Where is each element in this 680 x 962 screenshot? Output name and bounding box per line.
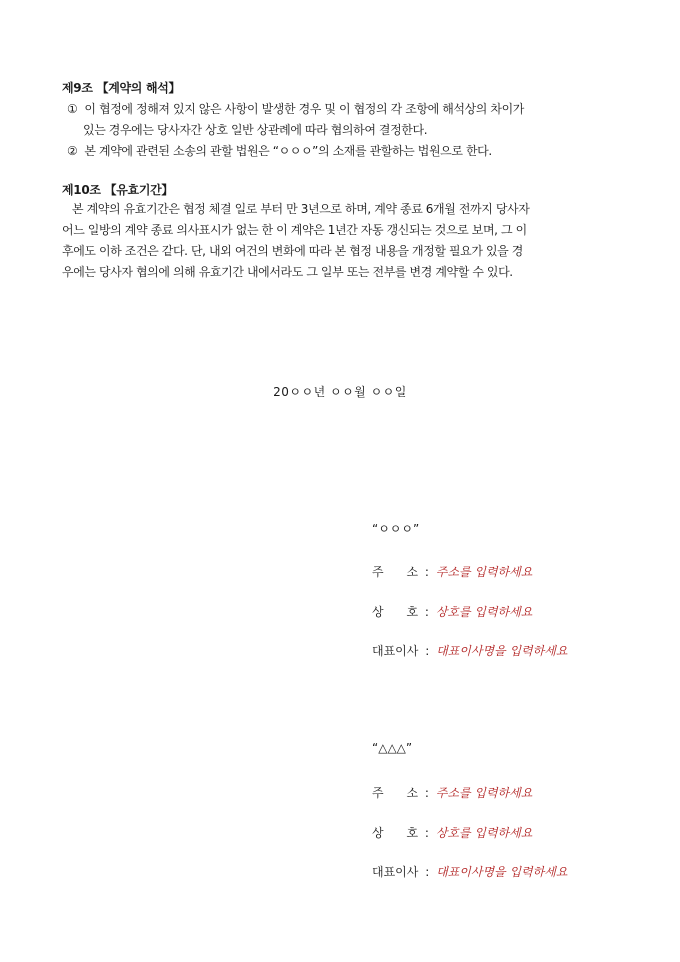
separator: : <box>424 786 429 800</box>
party-1-address-row <box>372 563 532 580</box>
party-1-name: “ㅇㅇㅇ” <box>372 522 420 536</box>
article-10-line-4: 우에는 당사자 협의에 의해 유효기간 내에서라도 그 일부 또는 전부를 변경 계약할 수 있다. <box>62 265 513 279</box>
address-input[interactable]: 주소를 입력하세요 <box>435 786 533 800</box>
address-label: 주 소 <box>372 786 419 800</box>
party-2-ceo-row <box>372 863 567 880</box>
separator: : <box>425 644 430 658</box>
address-input[interactable]: 주소를 입력하세요 <box>435 565 533 579</box>
company-input[interactable]: 상호를 입력하세요 <box>435 605 533 619</box>
party-2-company-row <box>372 824 532 841</box>
ceo-label: 대표이사 <box>372 644 419 658</box>
party-2-address-row <box>372 784 532 801</box>
ceo-label: 대표이사 <box>372 865 419 879</box>
separator: : <box>424 565 429 579</box>
article-9-heading: 제9조 【계약의 해석】 <box>62 81 181 95</box>
company-input[interactable]: 상호를 입력하세요 <box>435 826 533 840</box>
separator: : <box>424 605 429 619</box>
article-9-item-1-line-2: 있는 경우에는 당사자간 상호 일반 상관례에 따라 협의하여 결정한다. <box>83 123 428 137</box>
article-9-item-1-line-1 <box>67 100 524 117</box>
address-label: 주 소 <box>372 565 419 579</box>
ceo-input[interactable]: 대표이사명을 입력하세요 <box>436 644 568 658</box>
article-10-line-1: 본 계약의 유효기간은 협정 체결 일로 부터 만 3년으로 하며, 계약 종료 6개월 전까지 당사자 <box>72 202 530 216</box>
party-2-name: “△△△” <box>372 741 413 755</box>
article-10-line-2: 어느 일방의 계약 종료 의사표시가 없는 한 이 계약은 1년간 자동 갱신되는 것으로 보며, 그 이 <box>62 223 527 237</box>
party-1-ceo-row <box>372 642 567 659</box>
company-label: 상 호 <box>372 826 419 840</box>
item-text: 본 계약에 관련된 소송의 관할 법원은 “ㅇㅇㅇ”의 소재를 관할하는 법원으로 한다. <box>84 144 492 158</box>
ceo-input[interactable]: 대표이사명을 입력하세요 <box>436 865 568 879</box>
item-number: ② <box>67 144 78 158</box>
item-number: ① <box>67 102 78 116</box>
article-10-heading: 제10조 【유효기간】 <box>62 183 174 197</box>
article-10-line-3: 후에도 이하 조건은 같다. 단, 내외 여건의 변화에 따라 본 협정 내용을 개정할 필요가 있을 경 <box>62 244 523 258</box>
article-9-item-2-line-1 <box>67 142 492 159</box>
item-text: 이 협정에 정해져 있지 않은 사항이 발생한 경우 및 이 협정의 각 조항에 해석상의 차이가 <box>84 102 524 116</box>
separator: : <box>425 865 430 879</box>
party-1-company-row <box>372 603 532 620</box>
company-label: 상 호 <box>372 605 419 619</box>
contract-date: 20ㅇㅇ년 ㅇㅇ월 ㅇㅇ일 <box>273 385 407 399</box>
separator: : <box>424 826 429 840</box>
